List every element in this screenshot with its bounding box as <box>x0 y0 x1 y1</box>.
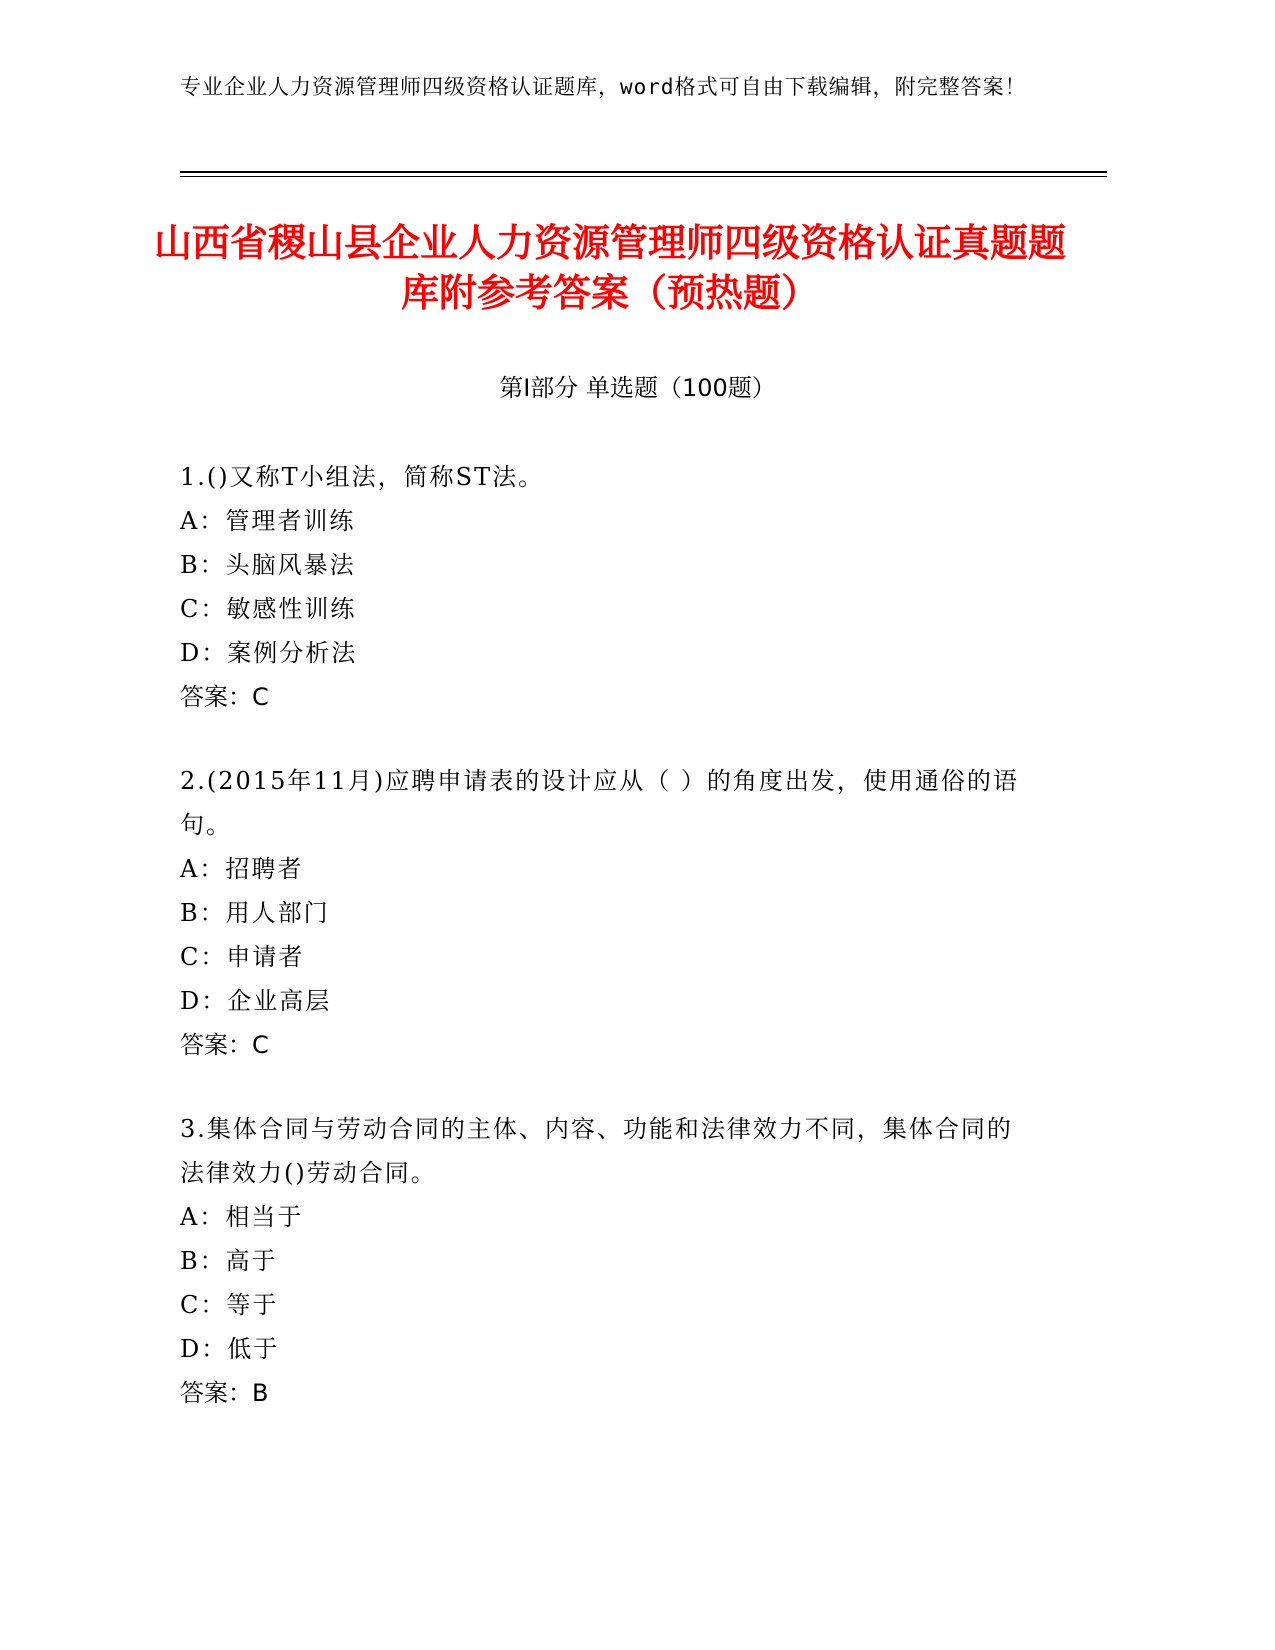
header-divider-thin <box>180 176 1107 177</box>
answer-label: 答案：C <box>180 1031 269 1059</box>
option-c: C：申请者 <box>180 943 305 971</box>
header-divider-thick <box>180 171 1107 173</box>
option-a: A：管理者训练 <box>180 507 356 535</box>
option-b: B：高于 <box>180 1247 278 1275</box>
option-b: B：用人部门 <box>180 899 330 927</box>
question-2 <box>180 759 1030 1067</box>
question-3 <box>180 1107 1030 1415</box>
option-d: D：低于 <box>180 1335 280 1363</box>
question-list <box>180 455 1030 1455</box>
option-d: D：企业高层 <box>180 987 332 1015</box>
question-stem: 1.()又称T小组法，简称ST法。 <box>180 463 545 491</box>
option-d: D：案例分析法 <box>180 639 358 667</box>
answer-label: 答案：C <box>180 683 269 711</box>
answer-label: 答案：B <box>180 1379 269 1407</box>
header-note: 专业企业人力资源管理师四级资格认证题库，word格式可自由下载编辑，附完整答案！ <box>180 75 1027 99</box>
section-heading: 第Ⅰ部分 单选题（100题） <box>499 374 776 402</box>
question-stem: 2.(2015年11月)应聘申请表的设计应从（ ）的角度出发，使用通俗的语句。 <box>180 767 1019 839</box>
question-stem: 3.集体合同与劳动合同的主体、内容、功能和法律效力不同，集体合同的法律效力()劳动合同。 <box>180 1115 1013 1187</box>
option-a: A：招聘者 <box>180 855 304 883</box>
option-c: C：等于 <box>180 1291 279 1319</box>
option-a: A：相当于 <box>180 1203 304 1231</box>
document-title: 山西省稷山县企业人力资源管理师四级资格认证真题题库附参考答案（预热题） <box>153 221 1066 315</box>
option-b: B：头脑风暴法 <box>180 551 356 579</box>
option-c: C：敏感性训练 <box>180 595 357 623</box>
question-1 <box>180 455 1030 719</box>
